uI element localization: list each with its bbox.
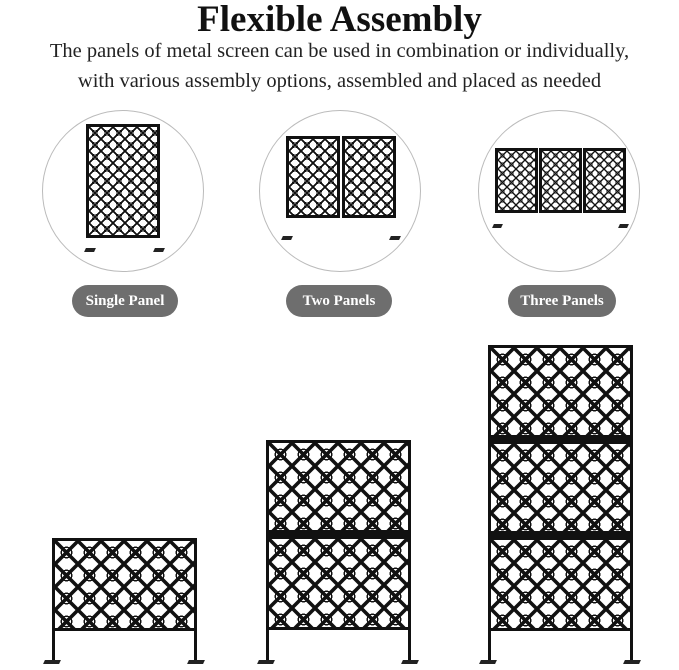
panel-image <box>495 148 538 213</box>
subtitle-line-1: The panels of metal screen can be used in combination or individually, <box>49 40 630 62</box>
post <box>408 628 411 664</box>
panel-image <box>52 538 197 631</box>
foot <box>187 660 205 664</box>
panel-image <box>266 440 411 534</box>
post <box>266 628 269 664</box>
two-panels-thumbnail <box>259 110 421 272</box>
panel-image <box>539 148 582 213</box>
foot <box>389 236 401 240</box>
foot <box>153 248 165 252</box>
three-panels-thumbnail <box>478 110 640 272</box>
foot <box>84 248 96 252</box>
two-panels-label: Two Panels <box>286 285 392 317</box>
single-panel-thumbnail <box>42 110 204 272</box>
page-title: Flexible Assembly <box>197 0 482 40</box>
post <box>488 628 491 664</box>
panel-image <box>583 148 626 213</box>
foot <box>618 224 629 228</box>
panel-image <box>86 124 160 238</box>
panel-image <box>266 536 411 630</box>
foot <box>257 660 275 664</box>
panel-image <box>488 537 633 631</box>
foot <box>492 224 503 228</box>
foot <box>479 660 497 664</box>
post <box>630 628 633 664</box>
foot <box>401 660 419 664</box>
panel-image <box>342 136 396 218</box>
panel-image <box>488 441 633 535</box>
panel-image <box>488 345 633 439</box>
single-panel-label: Single Panel <box>72 285 178 317</box>
foot <box>623 660 641 664</box>
foot <box>281 236 293 240</box>
post <box>52 628 55 664</box>
foot <box>43 660 61 664</box>
three-panels-label: Three Panels <box>508 285 616 317</box>
post <box>194 628 197 664</box>
subtitle-line-2: with various assembly options, assembled and placed as needed <box>77 70 602 92</box>
panel-image <box>286 136 340 218</box>
